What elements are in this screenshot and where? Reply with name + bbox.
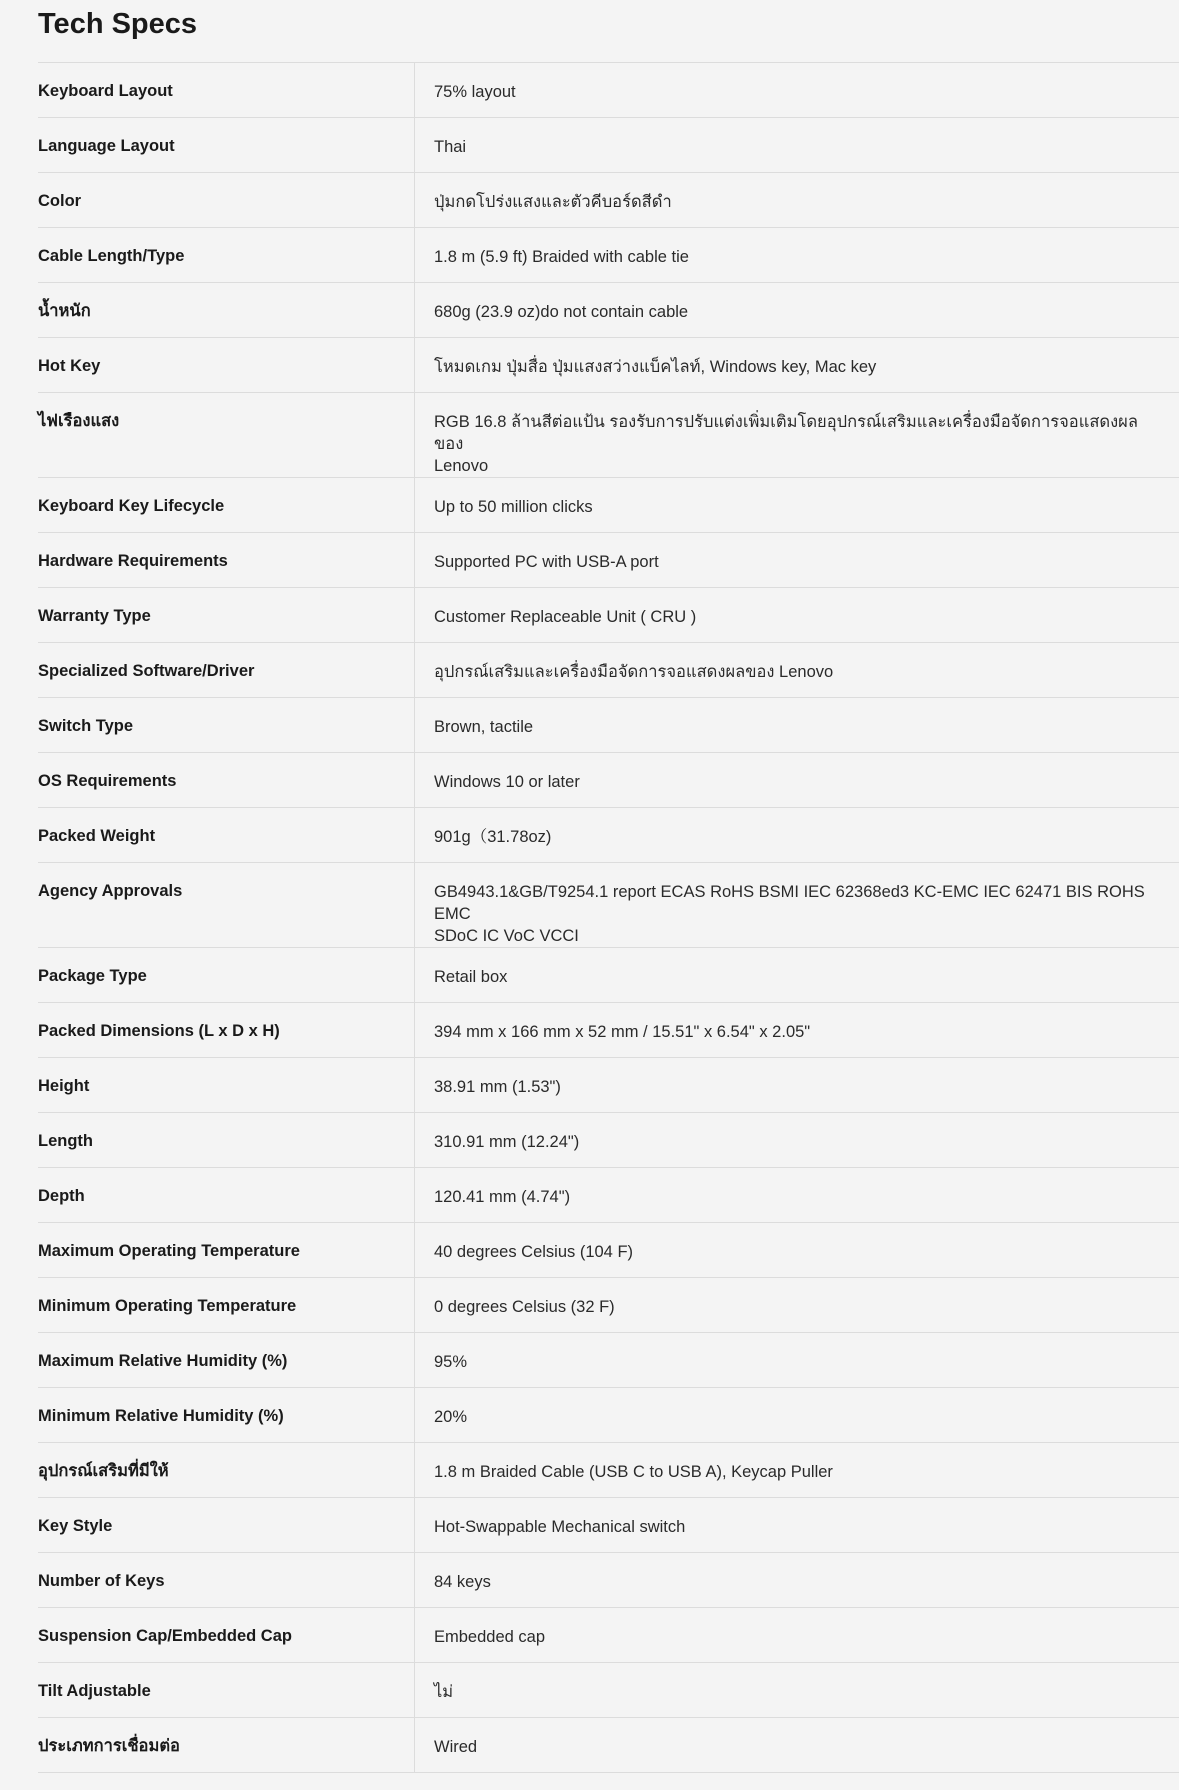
spec-label: Keyboard Layout bbox=[38, 63, 415, 117]
spec-row-cable bbox=[38, 228, 1179, 283]
spec-value: โหมดเกม ปุ่มสื่อ ปุ่มแสงสว่างแบ็คไลท์, Windows key, Mac key bbox=[434, 358, 877, 376]
spec-value: 40 degrees Celsius (104 F) bbox=[434, 1243, 634, 1261]
spec-label: Key Style bbox=[38, 1498, 415, 1552]
spec-value: RGB 16.8 ล้านสีต่อแป้น รองรับการปรับแต่งเพิ่มเติมโดยอุปกรณ์เสริมและเครื่องมือจัดการจอแสดงผลของ Lenovo bbox=[434, 413, 1138, 475]
spec-value: 394 mm x 166 mm x 52 mm / 15.51" x 6.54" x 2.05" bbox=[434, 1023, 811, 1041]
spec-row-key-style bbox=[38, 1498, 1179, 1553]
spec-value: Brown, tactile bbox=[434, 718, 534, 736]
spec-row-tilt-adjustable bbox=[38, 1663, 1179, 1718]
spec-row-backlight bbox=[38, 393, 1179, 478]
spec-value: Retail box bbox=[434, 968, 508, 986]
spec-value: 84 keys bbox=[434, 1573, 491, 1591]
spec-label: Maximum Operating Temperature bbox=[38, 1223, 415, 1277]
spec-row-warranty bbox=[38, 588, 1179, 643]
spec-label: Packed Dimensions (L x D x H) bbox=[38, 1003, 415, 1057]
spec-row-agency-approvals bbox=[38, 863, 1179, 948]
spec-row-length bbox=[38, 1113, 1179, 1168]
spec-value: Supported PC with USB-A port bbox=[434, 553, 659, 571]
spec-label: Height bbox=[38, 1058, 415, 1112]
spec-label: Specialized Software/Driver bbox=[38, 643, 415, 697]
spec-row-connection-type bbox=[38, 1718, 1179, 1773]
spec-row-min-humidity bbox=[38, 1388, 1179, 1443]
spec-row-weight bbox=[38, 283, 1179, 338]
spec-label: Package Type bbox=[38, 948, 415, 1002]
spec-label: Language Layout bbox=[38, 118, 415, 172]
spec-value: 20% bbox=[434, 1408, 468, 1426]
spec-label: ไฟเรืองแสง bbox=[38, 393, 415, 477]
spec-value: อุปกรณ์เสริมและเครื่องมือจัดการจอแสดงผลของ Lenovo bbox=[434, 663, 834, 681]
spec-label: Depth bbox=[38, 1168, 415, 1222]
spec-label: ประเภทการเชื่อมต่อ bbox=[38, 1718, 415, 1772]
spec-value: Wired bbox=[434, 1738, 478, 1756]
spec-value: 310.91 mm (12.24") bbox=[434, 1133, 580, 1151]
spec-row-language-layout bbox=[38, 118, 1179, 173]
spec-value: Hot-Swappable Mechanical switch bbox=[434, 1518, 686, 1536]
spec-label: Number of Keys bbox=[38, 1553, 415, 1607]
spec-value: 680g (23.9 oz)do not contain cable bbox=[434, 303, 689, 321]
spec-row-suspension-cap bbox=[38, 1608, 1179, 1663]
spec-value: Customer Replaceable Unit ( CRU ) bbox=[434, 608, 697, 626]
spec-label: อุปกรณ์เสริมที่มีให้ bbox=[38, 1443, 415, 1497]
specs-table bbox=[38, 62, 1179, 1773]
spec-value: ปุ่มกดโปร่งแสงและตัวคีบอร์ดสีดำ bbox=[434, 193, 672, 211]
spec-row-packed-dimensions bbox=[38, 1003, 1179, 1058]
spec-label: Minimum Operating Temperature bbox=[38, 1278, 415, 1332]
spec-value: 0 degrees Celsius (32 F) bbox=[434, 1298, 615, 1316]
spec-value: 38.91 mm (1.53") bbox=[434, 1078, 561, 1096]
spec-row-color bbox=[38, 173, 1179, 228]
spec-label: Switch Type bbox=[38, 698, 415, 752]
spec-row-number-of-keys bbox=[38, 1553, 1179, 1608]
spec-value: Embedded cap bbox=[434, 1628, 545, 1646]
spec-value: GB4943.1&GB/T9254.1 report ECAS RoHS BSMI IEC 62368ed3 KC-EMC IEC 62471 BIS ROHS EMC SDoC IC VoC VCCI bbox=[434, 883, 1145, 945]
spec-label: Packed Weight bbox=[38, 808, 415, 862]
spec-row-packed-weight bbox=[38, 808, 1179, 863]
page-title: Tech Specs bbox=[38, 8, 198, 40]
spec-label: Agency Approvals bbox=[38, 863, 415, 947]
spec-label: OS Requirements bbox=[38, 753, 415, 807]
spec-row-depth bbox=[38, 1168, 1179, 1223]
spec-label: Warranty Type bbox=[38, 588, 415, 642]
spec-row-key-lifecycle bbox=[38, 478, 1179, 533]
spec-row-max-temp bbox=[38, 1223, 1179, 1278]
spec-row-package-type bbox=[38, 948, 1179, 1003]
spec-value: 120.41 mm (4.74") bbox=[434, 1188, 571, 1206]
spec-label: Suspension Cap/Embedded Cap bbox=[38, 1608, 415, 1662]
spec-value: 1.8 m (5.9 ft) Braided with cable tie bbox=[434, 248, 689, 266]
spec-label: Color bbox=[38, 173, 415, 227]
spec-value: 95% bbox=[434, 1353, 468, 1371]
spec-value: 1.8 m Braided Cable (USB C to USB A), Keycap Puller bbox=[434, 1463, 833, 1481]
spec-label: Hot Key bbox=[38, 338, 415, 392]
spec-row-hot-key bbox=[38, 338, 1179, 393]
spec-row-min-temp bbox=[38, 1278, 1179, 1333]
spec-label: Hardware Requirements bbox=[38, 533, 415, 587]
spec-row-accessories bbox=[38, 1443, 1179, 1498]
spec-row-height bbox=[38, 1058, 1179, 1113]
spec-label: Length bbox=[38, 1113, 415, 1167]
spec-value: 75% layout bbox=[434, 83, 516, 101]
spec-label: Maximum Relative Humidity (%) bbox=[38, 1333, 415, 1387]
spec-label: น้ำหนัก bbox=[38, 283, 415, 337]
spec-label: Tilt Adjustable bbox=[38, 1663, 415, 1717]
spec-row-max-humidity bbox=[38, 1333, 1179, 1388]
spec-label: Keyboard Key Lifecycle bbox=[38, 478, 415, 532]
spec-label: Cable Length/Type bbox=[38, 228, 415, 282]
spec-row-hardware-requirements bbox=[38, 533, 1179, 588]
spec-row-software bbox=[38, 643, 1179, 698]
spec-value: Up to 50 million clicks bbox=[434, 498, 593, 516]
spec-row-keyboard-layout bbox=[38, 63, 1179, 118]
spec-row-switch-type bbox=[38, 698, 1179, 753]
spec-value: 901g（31.78oz) bbox=[434, 828, 552, 846]
spec-row-os-requirements bbox=[38, 753, 1179, 808]
spec-value: Thai bbox=[434, 138, 467, 156]
spec-label: Minimum Relative Humidity (%) bbox=[38, 1388, 415, 1442]
spec-value: Windows 10 or later bbox=[434, 773, 580, 791]
spec-value: ไม่ bbox=[434, 1683, 454, 1701]
